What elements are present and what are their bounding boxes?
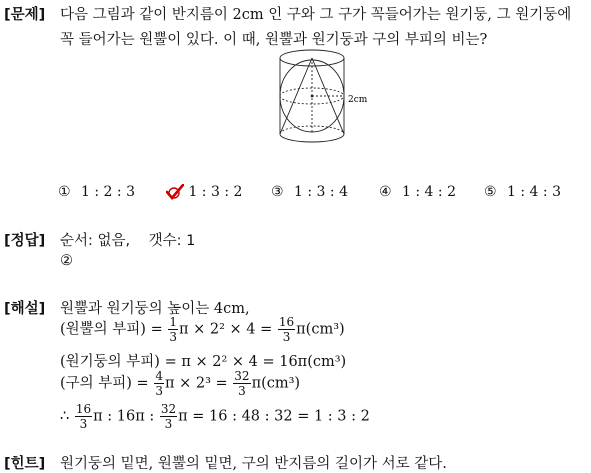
cone-prefix: (원뿔의 부피) =	[60, 321, 163, 338]
fraction-4-3: $\frac{4}{3}$	[155, 369, 163, 398]
choice-2-text: 1 : 3 : 2	[188, 184, 243, 200]
cone-left-edge	[280, 58, 312, 134]
choice-4-text: 1 : 4 : 2	[402, 184, 456, 200]
sphere-mid: π × 2³ =	[164, 375, 228, 392]
cylinder-bottom-front	[280, 134, 344, 142]
choice-5-marker: ⑤	[484, 184, 497, 200]
choice-1-marker: ①	[58, 184, 71, 200]
choice-1[interactable]	[58, 184, 135, 200]
answer-choice-marker: ②	[60, 253, 73, 269]
solution-sphere-line	[60, 370, 300, 397]
radius-label: 2cm	[348, 95, 368, 105]
solution-line1: 원뿔과 원기둥의 높이는 4cm,	[60, 301, 250, 317]
fraction-16-3-b: $\frac{16}{3}$	[75, 402, 92, 431]
choice-3[interactable]	[271, 184, 348, 200]
fraction-16-3: $\frac{16}{3}$	[278, 315, 295, 344]
choice-1-text: 1 : 2 : 3	[81, 184, 135, 200]
fraction-32-3: $\frac{32}{3}$	[234, 369, 250, 398]
answer-label: [정답]	[4, 233, 46, 249]
sphere-prefix: (구의 부피) =	[60, 375, 149, 392]
answer-text: 순서: 없음, 갯수: 1	[60, 233, 196, 249]
therefore-symbol: ∴	[60, 408, 70, 425]
cone-suffix: π(cm³)	[296, 321, 345, 338]
choice-3-marker: ③	[271, 184, 284, 200]
fraction-one-third: $\frac{1}{3}$	[169, 315, 177, 344]
choice-5[interactable]	[484, 184, 561, 200]
cone-mid: π × 2² × 4 =	[178, 321, 273, 338]
solution-label: [해설]	[4, 301, 46, 317]
choice-5-text: 1 : 4 : 3	[507, 184, 561, 200]
solution-cylinder-line: (원기둥의 부피) = π × 2² × 4 = 16π(cm³)	[60, 354, 347, 370]
solution-ratio-line	[60, 403, 370, 430]
choice-4-marker: ④	[379, 184, 392, 200]
cylinder-cone-sphere-figure	[272, 46, 382, 148]
fraction-32-3-b: $\frac{32}{3}$	[160, 402, 177, 431]
hint-label: [힌트]	[4, 456, 46, 472]
solution-cone-line	[60, 316, 345, 343]
ratio-mid: π : 16π :	[93, 408, 155, 425]
ratio-end: π = 16 : 48 : 32 = 1 : 3 : 2	[178, 408, 370, 425]
problem-text-line1: 다음 그림과 같이 반지름이 2cm 인 구와 그 구가 꼭들어가는 원기둥, 그 원기둥에	[60, 7, 572, 23]
sphere-suffix: π(cm³)	[251, 375, 301, 392]
center-point	[311, 95, 314, 98]
problem-label: [문제]	[4, 7, 46, 23]
choice-2[interactable]	[166, 184, 242, 200]
choice-4[interactable]	[379, 184, 456, 200]
hint-text: 원기둥의 밑면, 원뿔의 밑면, 구의 반지름의 길이가 서로 같다.	[60, 456, 447, 472]
choice-3-text: 1 : 3 : 4	[294, 184, 348, 200]
problem-text-line2: 꼭 들어가는 원뿔이 있다. 이 때, 원뿔과 원기둥과 구의 부피의 비는?	[60, 32, 488, 48]
